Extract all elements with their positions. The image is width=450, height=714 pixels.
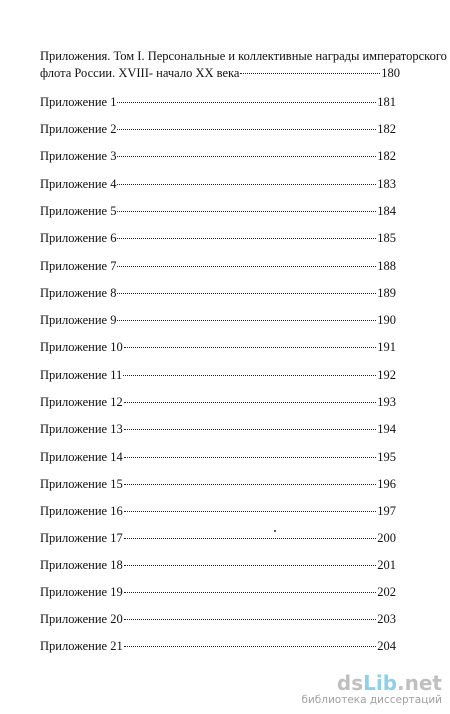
entry-title: Приложение 16: [40, 504, 123, 518]
entry-page-number: 200: [377, 531, 396, 545]
toc-entry: [40, 639, 396, 654]
entry-title: Приложение 1: [40, 95, 117, 109]
dot-leader: [124, 646, 377, 647]
entry-title: Приложение 3: [40, 149, 117, 163]
toc-entry: [40, 95, 396, 110]
entry-title: Приложение 4: [40, 177, 117, 191]
toc-entry: [40, 259, 396, 274]
toc-header-line-1: Приложения. Том I. Персональные и коллективные награды императорского: [40, 49, 447, 63]
toc-entry: [40, 177, 396, 192]
watermark-subtitle: библиотека диссертаций: [301, 694, 442, 706]
dot-leader: [117, 293, 376, 294]
toc-entry: [40, 585, 396, 600]
dot-leader: [124, 592, 377, 593]
entry-title: Приложение 9: [40, 313, 117, 327]
toc-entry: [40, 204, 396, 219]
entry-title: Приложение 17: [40, 531, 123, 545]
watermark: [301, 672, 442, 706]
entry-page-number: 181: [377, 95, 396, 109]
toc-entry: [40, 504, 396, 519]
toc-entry: [40, 122, 396, 137]
toc-entry: [40, 531, 396, 546]
entry-title: Приложение 12: [40, 395, 123, 409]
dot-leader: [117, 211, 376, 212]
entry-page-number: 196: [377, 477, 396, 491]
entry-page-number: 189: [377, 286, 396, 300]
dot-leader: [117, 266, 376, 267]
entry-page-number: 197: [377, 504, 396, 518]
dot-leader: [124, 457, 377, 458]
dot-leader: [117, 320, 376, 321]
toc-header-title-end: флота России. XVIII- начало XX века: [40, 66, 240, 80]
entry-title: Приложение 5: [40, 204, 117, 218]
entry-page-number: 201: [377, 558, 396, 572]
logo-lib: Lib: [363, 671, 398, 695]
entry-page-number: 191: [377, 340, 396, 354]
dot-leader: [117, 129, 376, 130]
entry-title: Приложение 13: [40, 422, 123, 436]
entry-title: Приложение 7: [40, 259, 117, 273]
entry-page-number: 182: [377, 149, 396, 163]
dot-leader: [124, 429, 377, 430]
dot-leader: [117, 184, 376, 185]
entry-title: Приложение 14: [40, 450, 123, 464]
entry-page-number: 193: [377, 395, 396, 409]
entry-title: Приложение 8: [40, 286, 117, 300]
dot-leader: [124, 402, 377, 403]
entry-page-number: 202: [377, 585, 396, 599]
entry-title: Приложение 20: [40, 612, 123, 626]
entry-title: Приложение 19: [40, 585, 123, 599]
toc-entry: [40, 450, 396, 465]
entry-page-number: 184: [377, 204, 396, 218]
entry-title: Приложение 18: [40, 558, 123, 572]
toc-header-line-2: [40, 65, 400, 82]
entry-page-number: 203: [377, 612, 396, 626]
entry-title: Приложение 10: [40, 340, 123, 354]
entry-page-number: 190: [377, 313, 396, 327]
toc-entry: [40, 477, 396, 492]
toc-entry: [40, 231, 396, 246]
dot-leader: [124, 484, 377, 485]
toc-entry: [40, 340, 396, 355]
toc-header-page-number: 180: [381, 66, 400, 80]
dot-leader: [240, 73, 380, 74]
logo-net: .net: [397, 671, 442, 695]
entry-page-number: 195: [377, 450, 396, 464]
dot-leader: [124, 511, 377, 512]
entry-title: Приложение 11: [40, 368, 123, 382]
scan-speck: [274, 530, 276, 532]
toc-entry: [40, 612, 396, 627]
entry-page-number: 188: [377, 259, 396, 273]
entry-page-number: 194: [377, 422, 396, 436]
dot-leader: [117, 102, 376, 103]
entry-page-number: 204: [377, 639, 396, 653]
dot-leader: [124, 619, 377, 620]
toc-entry: [40, 395, 396, 410]
entry-title: Приложение 21: [40, 639, 123, 653]
watermark-logo: [301, 672, 442, 694]
toc-entry: [40, 286, 396, 301]
toc-entry: [40, 558, 396, 573]
entry-title: Приложение 6: [40, 231, 117, 245]
toc-entry: [40, 149, 396, 164]
dot-leader: [124, 565, 377, 566]
dot-leader: [123, 375, 376, 376]
entry-title: Приложение 15: [40, 477, 123, 491]
dot-leader: [124, 347, 377, 348]
dot-leader: [117, 156, 376, 157]
entry-page-number: 183: [377, 177, 396, 191]
entry-title: Приложение 2: [40, 122, 117, 136]
toc-entry: [40, 368, 396, 383]
entry-page-number: 182: [377, 122, 396, 136]
toc-header-entry: [40, 48, 447, 82]
logo-ds: ds: [336, 671, 364, 695]
dot-leader: [124, 538, 377, 539]
toc-entry: [40, 422, 396, 437]
entry-page-number: 192: [377, 368, 396, 382]
toc-entry: [40, 313, 396, 328]
dot-leader: [117, 238, 376, 239]
entry-page-number: 185: [377, 231, 396, 245]
